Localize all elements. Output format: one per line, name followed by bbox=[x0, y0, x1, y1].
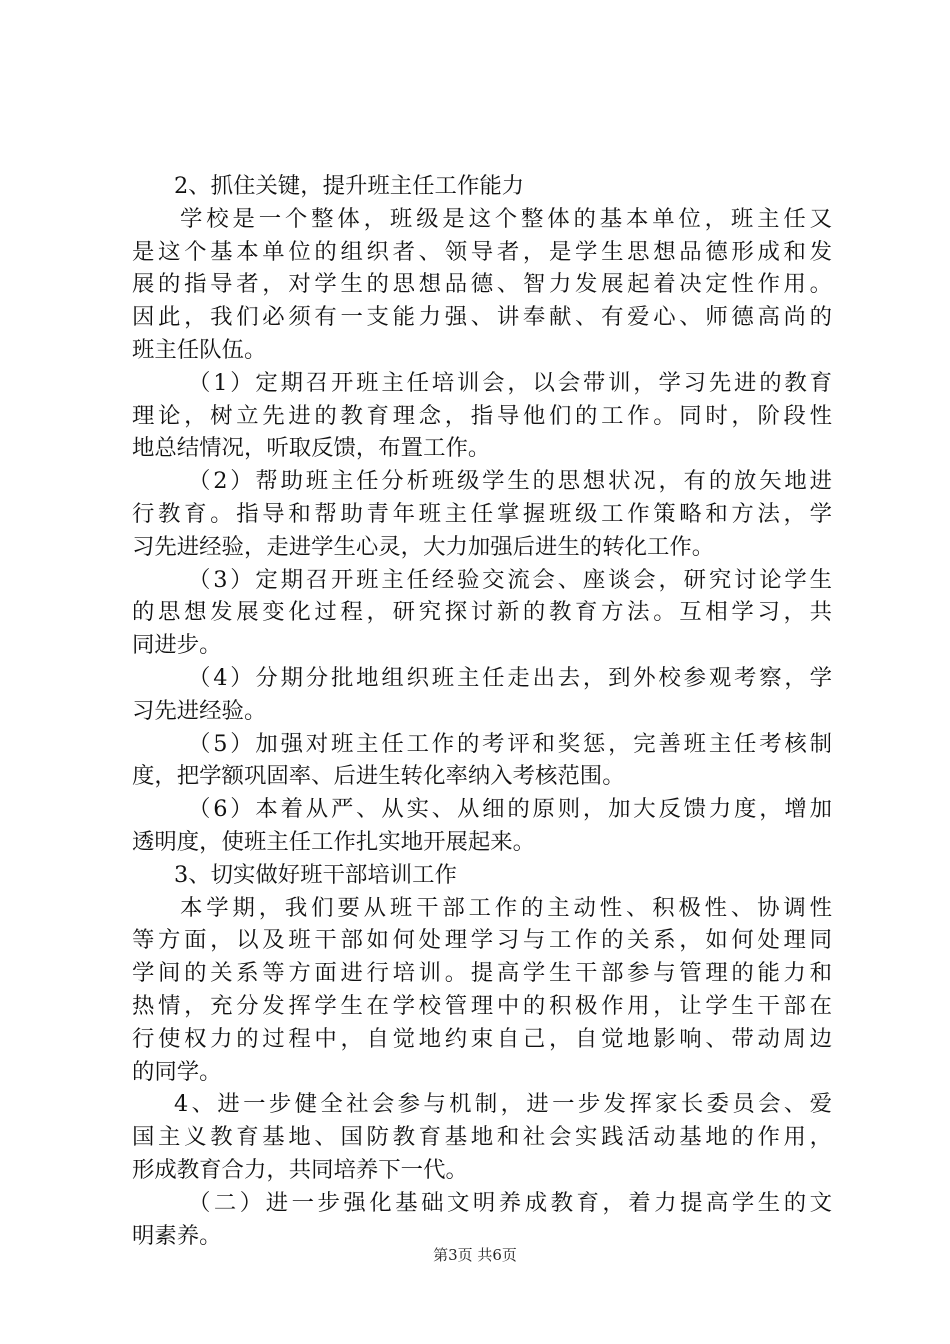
list-item-line: （5）加强对班主任工作的考评和奖惩，完善班主任考核制 bbox=[188, 730, 832, 757]
paragraph-line: 行使权力的过程中，自觉地约束自己，自觉地影响、带动周边 bbox=[132, 1025, 832, 1052]
list-item-line: （4）分期分批地组织班主任走出去，到外校参观考察，学 bbox=[188, 664, 832, 691]
paragraph-line: 等方面，以及班干部如何处理学习与工作的关系，如何处理同 bbox=[132, 927, 832, 954]
list-item-line: （6）本着从严、从实、从细的原则，加大反馈力度，增加 bbox=[188, 796, 832, 823]
paragraph-line: 4、进一步健全社会参与机制，进一步发挥家长委员会、爱 bbox=[174, 1091, 832, 1118]
paragraph-line: 本学期，我们要从班干部工作的主动性、积极性、协调性 bbox=[180, 894, 832, 921]
paragraph-line: 学间的关系等方面进行培训。提高学生干部参与管理的能力和 bbox=[132, 960, 832, 987]
list-item-line: （3）定期召开班主任经验交流会、座谈会，研究讨论学生 bbox=[188, 566, 832, 593]
page-number-footer: 第3页 共6页 bbox=[433, 1246, 517, 1264]
section-heading: 3、切实做好班干部培训工作 bbox=[174, 861, 457, 888]
list-item-line: 的思想发展变化过程，研究探讨新的教育方法。互相学习，共 bbox=[132, 599, 832, 626]
paragraph-line: 形成教育合力，共同培养下一代。 bbox=[132, 1156, 468, 1183]
paragraph-line: 的同学。 bbox=[132, 1058, 222, 1085]
list-item-line: 透明度，使班主任工作扎实地开展起来。 bbox=[132, 828, 536, 855]
list-item-line: 度，把学额巩固率、后进生转化率纳入考核范围。 bbox=[132, 763, 625, 790]
list-item-line: 理论，树立先进的教育理念，指导他们的工作。同时，阶段性 bbox=[132, 402, 832, 429]
paragraph-line: 班主任队伍。 bbox=[132, 336, 267, 363]
list-item-line: 习先进经验。 bbox=[132, 697, 267, 724]
paragraph-line: 是这个基本单位的组织者、领导者，是学生思想品德形成和发 bbox=[132, 238, 832, 265]
section-heading: 明素养。 bbox=[132, 1222, 222, 1249]
list-item-line: 地总结情况，听取反馈，布置工作。 bbox=[132, 435, 491, 462]
paragraph-line: 展的指导者，对学生的思想品德、智力发展起着决定性作用。 bbox=[132, 271, 832, 298]
paragraph-line: 热情，充分发挥学生在学校管理中的积极作用，让学生干部在 bbox=[132, 992, 832, 1019]
document-body bbox=[132, 170, 832, 1252]
list-item-line: 习先进经验，走进学生心灵，大力加强后进生的转化工作。 bbox=[132, 533, 715, 560]
section-heading: 2、抓住关键，提升班主任工作能力 bbox=[174, 173, 525, 199]
paragraph-line: 因此，我们必须有一支能力强、讲奉献、有爱心、师德高尚的 bbox=[132, 304, 832, 331]
list-item-line: 行教育。指导和帮助青年班主任掌握班级工作策略和方法，学 bbox=[132, 500, 832, 527]
list-item-line: 同进步。 bbox=[132, 632, 222, 659]
list-item-line: （2）帮助班主任分析班级学生的思想状况，有的放矢地进 bbox=[188, 468, 832, 495]
paragraph-line: 国主义教育基地、国防教育基地和社会实践活动基地的作用， bbox=[132, 1124, 832, 1151]
paragraph-line: 学校是一个整体，班级是这个整体的基本单位，班主任又 bbox=[180, 205, 832, 232]
section-heading: （二）进一步强化基础文明养成教育，着力提高学生的文 bbox=[188, 1189, 832, 1216]
list-item-line: （1）定期召开班主任培训会，以会带训，学习先进的教育 bbox=[188, 369, 832, 396]
